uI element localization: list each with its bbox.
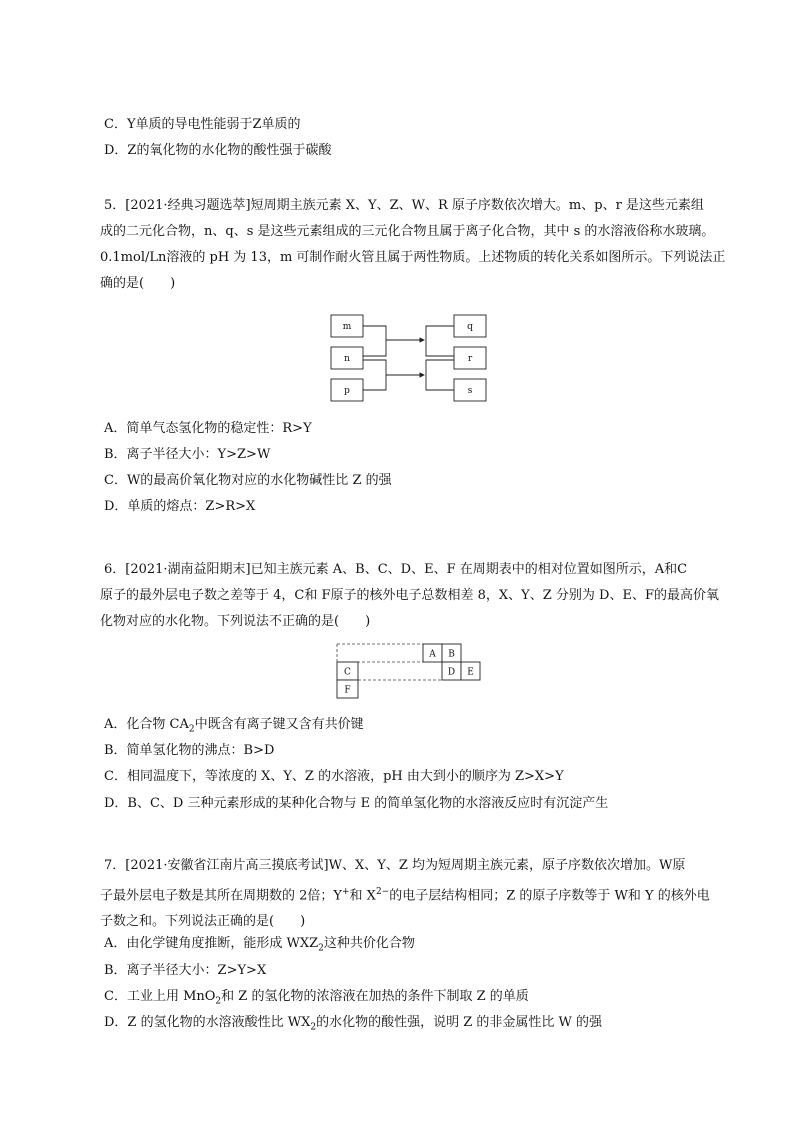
diagram-connector <box>426 326 454 356</box>
table-label: D <box>447 667 456 678</box>
q7-option-a: A．由化学键角度推断，能形成 $WXZ_2$这种共价化合物 <box>104 936 415 954</box>
table-label: A <box>429 649 436 660</box>
diagram-label: s <box>467 386 473 396</box>
diagram-label: p <box>344 386 350 396</box>
q7-stem-line: 子最外层电子数是其所在周期数的 2倍；Y+和 $X^{2-}$的电子层结构相同；Z 的原子序数等于 W和 Y 的核外电 <box>100 887 710 904</box>
q7-stem-cont <box>100 879 710 935</box>
q6-stem-line: 6．[2021·湖南益阳期末]已知主族元素 A、B、C、D、E、F 在周期表中的相对位置如图所示，A和C <box>104 562 688 577</box>
q4-option-d: D．Z的氧化物的水化物的酸性强于碳酸 <box>104 143 332 158</box>
diagram-connector <box>363 326 386 356</box>
q6-option-b: B．简单氢化物的沸点：B>D <box>104 743 275 758</box>
q7-stem-line: 7．[2021·安徽省江南片高三摸底考试]W、X、Y、Z 均为短周期主族元素，原子序数依次增加。W原 <box>104 858 686 873</box>
q5-option-b: B．离子半径大小：Y>Z>W <box>104 447 271 462</box>
q6-option-c: C．相同温度下，等浓度的 X、Y、Z 的水溶液，pH 由大到小的顺序为 Z>X>Y <box>104 769 564 784</box>
q5-stem-cont <box>100 219 726 297</box>
q5-stem-line: 0.1mol/Ln溶液的 pH 为 13，m 可制作耐火管且属于两性物质。上述物质的转化关系如图所示。下列说法正 <box>100 250 726 265</box>
q5-option-c: C．W的最高价氧化物对应的水化物碱性比 Z 的强 <box>104 473 392 488</box>
q5-transformation-diagram <box>320 310 495 405</box>
q6-stem-cont <box>100 583 719 635</box>
q6-stem-line: 化物对应的水化物。下列说法不正确的是( ) <box>100 614 371 629</box>
q6-stem-line: 原子的最外层电子数之差等于 4，C和 F原子的核外电子总数相差 8，X、Y、Z 分别为 D、E、F的最高价氧 <box>100 588 719 603</box>
table-label: F <box>344 685 351 696</box>
q7-option-c: C．工业上用 MnO$_2$和 Z 的氢化物的浓溶液在加热的条件下制取 Z 的单质 <box>104 989 529 1007</box>
q5-stem-line: 确的是( ) <box>100 276 176 291</box>
q6-option-d: D．B、C、D 三种元素形成的某种化合物与 E 的简单氢化物的水溶液反应时有沉淀产生 <box>104 796 609 811</box>
table-label: E <box>467 667 474 678</box>
diagram-label: r <box>467 354 473 364</box>
q6-stem <box>104 557 694 583</box>
q5-option-d: D．单质的熔点：Z>R>X <box>104 499 256 514</box>
diagram-label: n <box>344 354 350 364</box>
q4-option-c: C．Y单质的导电性能弱于Z单质的 <box>104 117 301 132</box>
diagram-connector <box>363 360 386 390</box>
q5-stem-line: 成的二元化合物，n、q、s 是这些元素组成的三元化合物且属于离子化合物，其中 s 的水溶液俗称水玻璃。 <box>100 224 715 239</box>
q5-stem-line: 5．[2021·经典习题选萃]短周期主族元素 X、Y、Z、W、R 原子序数依次增大。m、p、r 是这些元素组 <box>104 198 704 213</box>
q5-option-a: A．简单气态氢化物的稳定性：R>Y <box>104 421 312 436</box>
table-label: C <box>344 667 351 678</box>
q5-stem <box>104 193 704 219</box>
q6-periodic-table-fragment <box>336 643 486 703</box>
diagram-label: m <box>342 322 352 332</box>
q7-option-d: D．Z 的氢化物的水溶液酸性比 $WX_2$的水化物的酸性强，说明 Z 的非金属性比 W 的强 <box>104 1015 603 1033</box>
diagram-connector <box>426 360 454 390</box>
q7-option-b: B．离子半径大小：Z>Y>X <box>104 963 267 978</box>
q6-option-a: A．化合物 $CA_2$中既含有离子键又含有共价键 <box>104 717 364 735</box>
q7-stem-line: 子数之和。下列说法正确的是( ) <box>100 914 306 930</box>
q7-stem <box>104 853 694 879</box>
diagram-label: q <box>467 322 473 332</box>
table-label: B <box>448 649 455 660</box>
